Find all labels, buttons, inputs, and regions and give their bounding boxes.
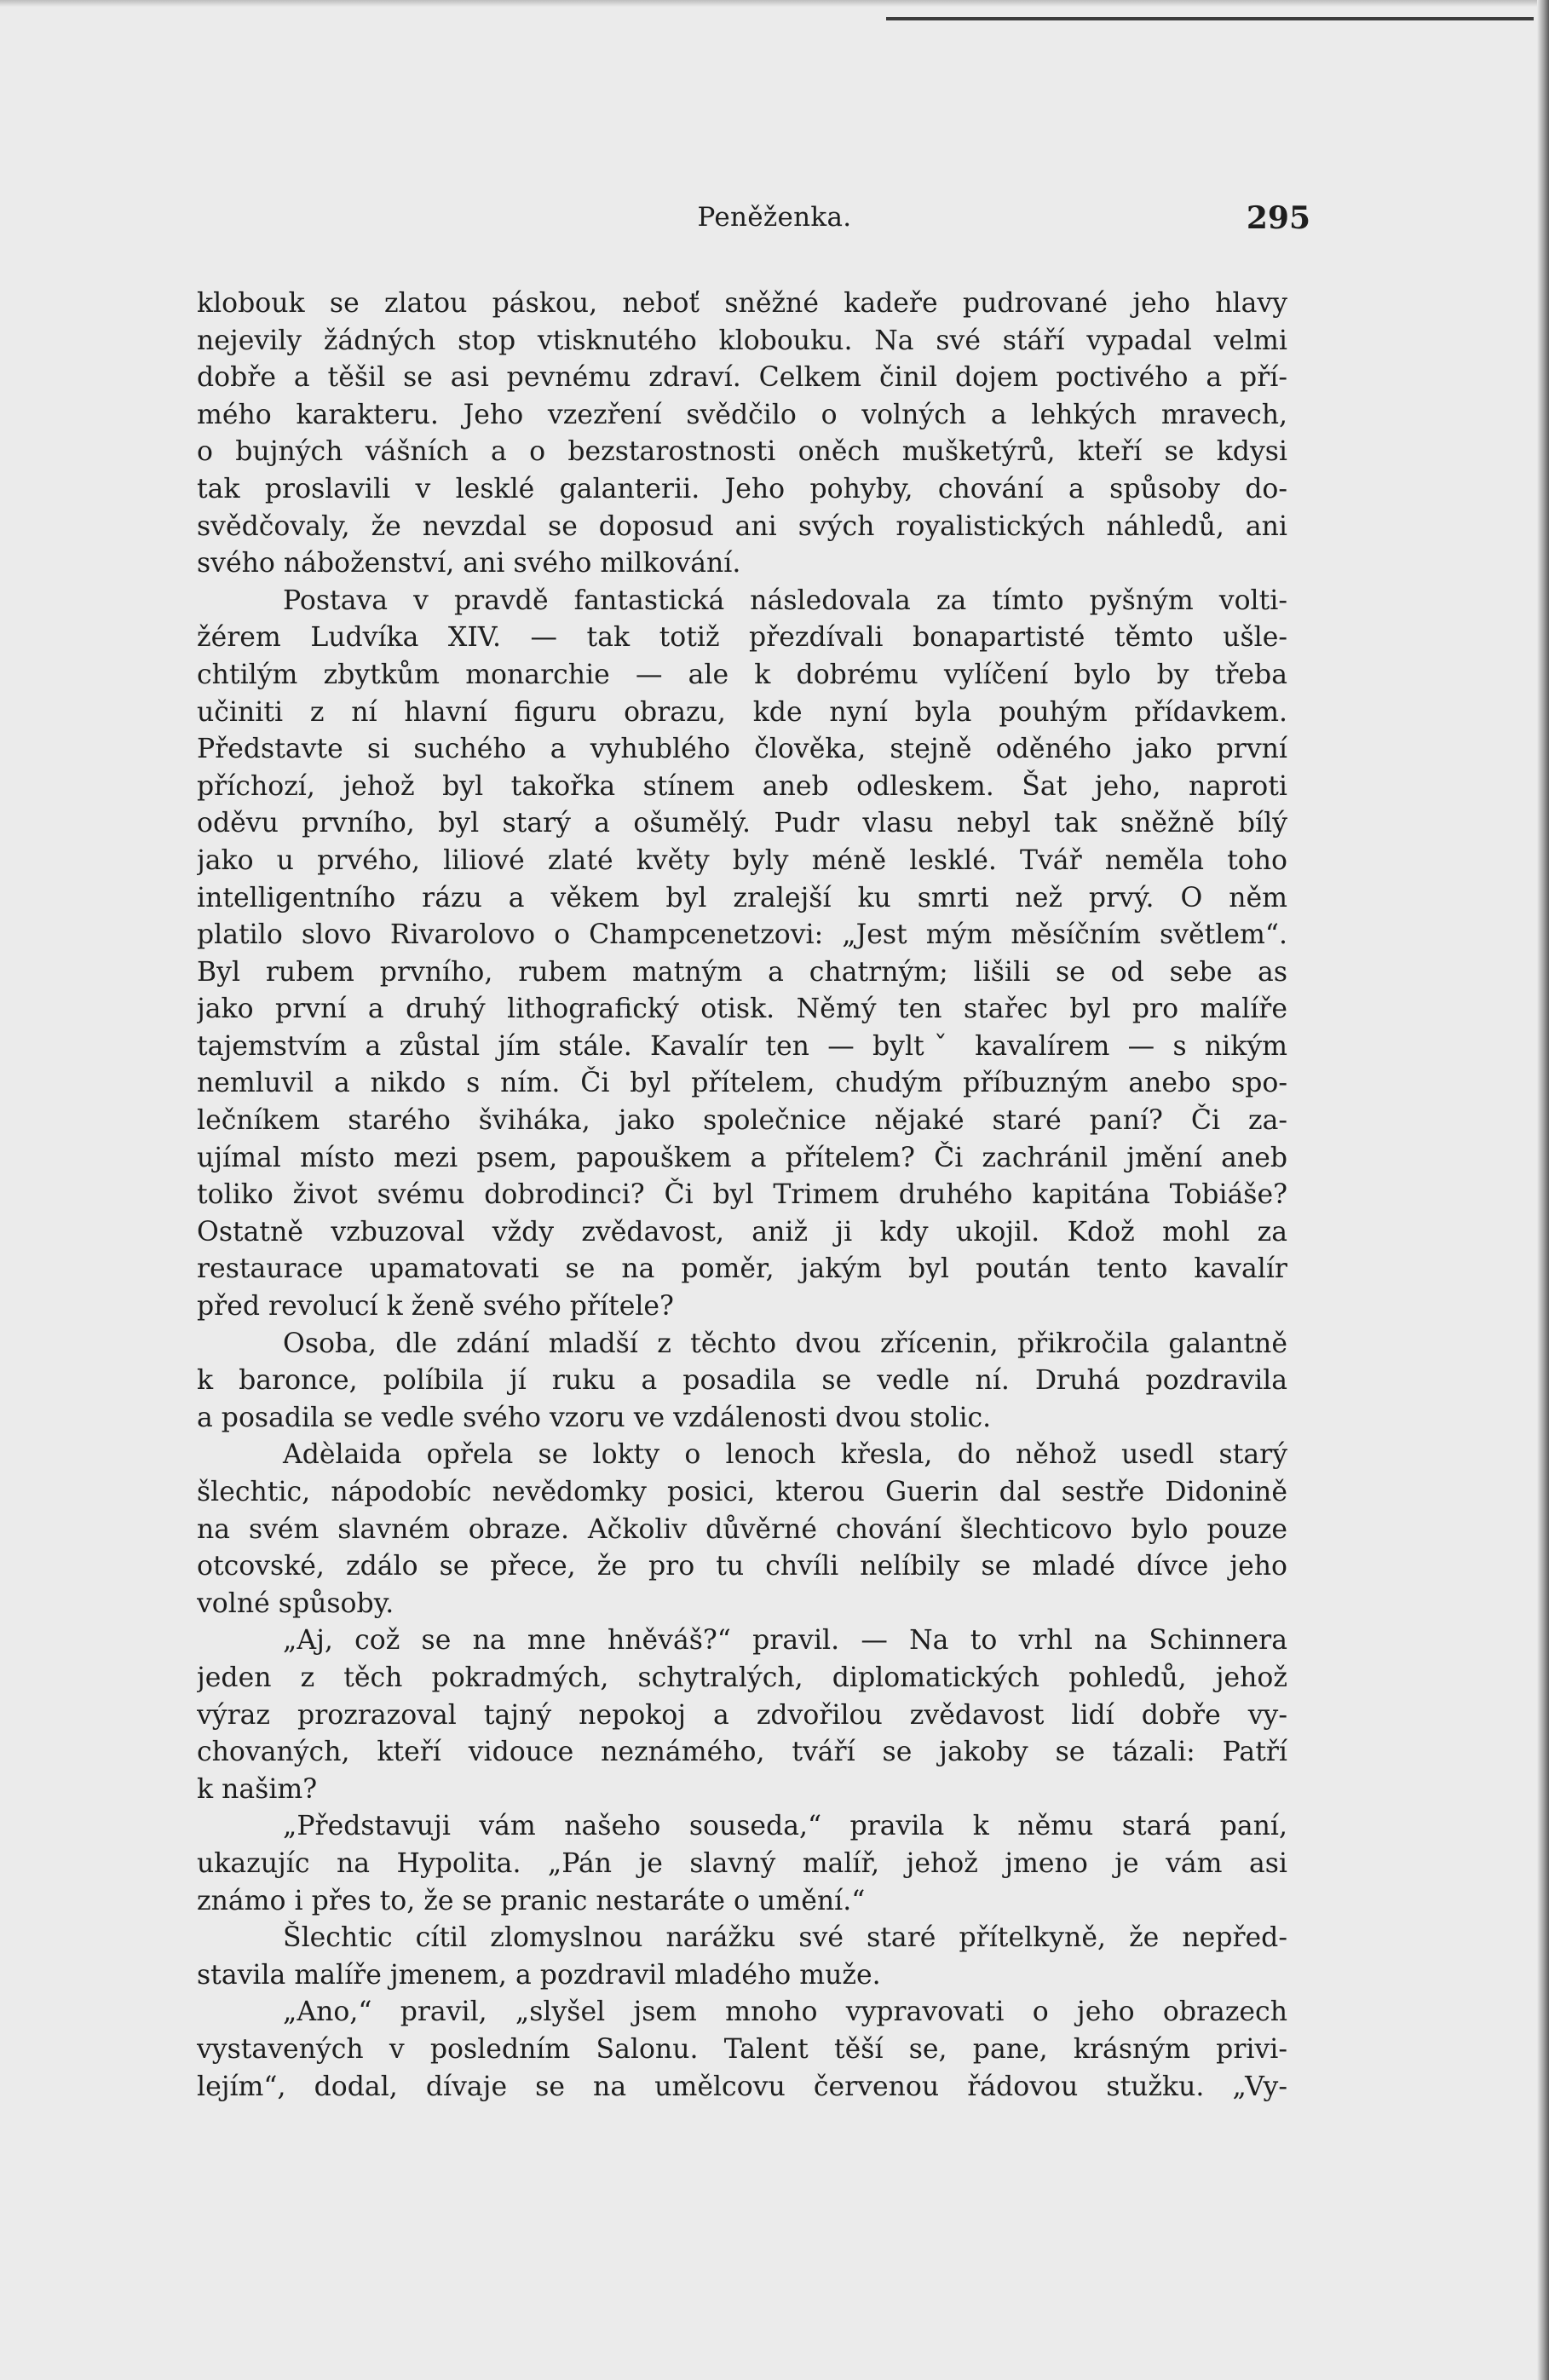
text-line: nemluvil a nikdo s ním. Či byl přítelem, chudým příbuzným anebo spo- — [197, 1068, 1287, 1099]
text-line: výraz prozrazoval tajný nepokoj a zdvořilou zvědavost lidí dobře vy- — [197, 1699, 1287, 1731]
text-line: oděvu prvního, byl starý a ošumělý. Pudr vlasu nebyl tak sněžně bílý — [197, 808, 1287, 839]
scan-rule-top — [886, 17, 1534, 20]
text-line: Adèlaida opřela se lokty o lenoch křesla, do něhož usedl starý — [283, 1439, 1287, 1471]
text-line: restaurace upamatovati se na poměr, jakým byl poután tento kavalír — [197, 1253, 1287, 1285]
body-text — [197, 285, 1287, 2106]
text-line: jeden z těch pokradmých, schytralých, diplomatických pohledů, jehož — [197, 1662, 1287, 1693]
text-line: tajemstvím a zůstal jím stále. Kavalír ten — byltˇ kavalírem — s nikým — [197, 1030, 1287, 1062]
text-line: svého náboženství, ani svého milkování. — [197, 548, 741, 579]
text-line: a posadila se vedle svého vzoru ve vzdálenosti dvou stolic. — [197, 1402, 992, 1433]
text-line: chovaných, kteří vidouce neznámého, tváří se jakoby se tázali: Patří — [197, 1737, 1287, 1768]
text-line: známo i přes to, že se pranic nestaráte o umění.“ — [197, 1885, 866, 1916]
text-line: platilo slovo Rivarolovo o Champcenetzovi: „Jest mým měsíčním světlem“. — [197, 919, 1287, 951]
text-line: Osoba, dle zdání mladší z těchto dvou zřícenin, přikročila galantně — [283, 1328, 1287, 1359]
text-line: svědčovaly, že nevzdal se doposud ani svých royalistických náhledů, ani — [197, 510, 1287, 542]
text-line: „Představuji vám našeho souseda,“ pravila k němu stará paní, — [283, 1811, 1287, 1842]
text-line: Postava v pravdě fantastická následovala za tímto pyšným volti- — [283, 585, 1287, 616]
text-line: na svém slavném obraze. Ačkoliv důvěrné chování šlechticovo bylo pouze — [197, 1513, 1287, 1545]
text-line: k našim? — [197, 1773, 318, 1805]
page-number: 295 — [1246, 200, 1310, 236]
text-line: „Ano,“ pravil, „slyšel jsem mnoho vypravovati o jeho obrazech — [283, 1997, 1287, 2028]
text-line: klobouk se zlatou páskou, neboť sněžné kadeře pudrované jeho hlavy — [197, 288, 1287, 319]
text-line: lejím“, dodal, dívaje se na umělcovu červenou řádovou stužku. „Vy- — [197, 2071, 1287, 2102]
text-line: Ostatně vzbuzoval vždy zvědavost, aniž ji kdy ukojil. Kdož mohl za — [197, 1216, 1287, 1248]
text-line: dobře a těšil se asi pevnému zdraví. Celkem činil dojem poctivého a pří- — [197, 362, 1287, 394]
text-line: otcovské, zdálo se přece, že pro tu chvíli nelíbily se mladé dívce jeho — [197, 1551, 1287, 1582]
scan-edge-right — [1537, 0, 1549, 2380]
text-line: ujímal místo mezi psem, papouškem a přítelem? Či zachránil jmění aneb — [197, 1142, 1287, 1173]
text-line: chtilým zbytkům monarchie — ale k dobrému vylíčení bylo by třeba — [197, 659, 1287, 690]
text-line: žérem Ludvíka XIV. — tak totiž přezdívali bonapartisté těmto ušle- — [197, 622, 1287, 654]
text-line: „Aj, což se na mne hněváš?“ pravil. — Na to vrhl na Schinnera — [283, 1625, 1287, 1657]
text-line: k baronce, políbila jí ruku a posadila se vedle ní. Druhá pozdravila — [197, 1365, 1287, 1397]
text-line: Představte si suchého a vyhublého člověka, stejně oděného jako první — [197, 734, 1287, 765]
text-line: toliko život svému dobrodinci? Či byl Trimem druhého kapitána Tobiáše? — [197, 1179, 1287, 1211]
text-line: jako u prvého, liliové zlaté květy byly méně lesklé. Tvář neměla toho — [197, 844, 1287, 876]
scan-edge-top — [0, 0, 1549, 7]
text-line: nejevily žádných stop vtisknutého klobouku. Na své stáří vypadal velmi — [197, 325, 1287, 356]
text-line: tak proslavili v lesklé galanterii. Jeho pohyby, chování a spůsoby do- — [197, 473, 1287, 504]
text-line: příchozí, jehož byl takořka stínem aneb odleskem. Šat jeho, naproti — [197, 770, 1287, 802]
text-line: intelligentního rázu a věkem byl zralejší ku smrti než prvý. O něm — [197, 882, 1287, 913]
text-line: Šlechtic cítil zlomyslnou narážku své staré přítelkyně, že nepřed- — [283, 1922, 1287, 1954]
text-line: mého karakteru. Jeho vzezření svědčilo o volných a lehkých mravech, — [197, 399, 1287, 430]
running-header-title: Peněženka. — [697, 202, 852, 233]
text-line: volné spůsoby. — [197, 1588, 394, 1619]
text-line: šlechtic, nápodobíc nevědomky posici, kterou Guerin dal sestře Didonině — [197, 1477, 1287, 1507]
text-line: jako první a druhý lithografický otisk. Němý ten stařec byl pro malíře — [197, 994, 1287, 1025]
text-line: ukazujíc na Hypolita. „Pán je slavný malíř, jehož jmeno je vám asi — [197, 1847, 1287, 1879]
text-line: Byl rubem prvního, rubem matným a chatrným; lišili se od sebe as — [197, 956, 1287, 988]
text-line: o bujných vášních a o bezstarostnosti oněch mušketýrů, kteří se kdysi — [197, 436, 1287, 468]
text-line: vystavených v posledním Salonu. Talent těší se, pane, krásným privi- — [197, 2033, 1287, 2065]
text-line: učiniti z ní hlavní figuru obrazu, kde nyní byla pouhým přídavkem. — [197, 696, 1287, 728]
text-line: před revolucí k ženě svého přítele? — [197, 1291, 674, 1323]
text-line: lečníkem starého šviháka, jako společnice nějaké staré paní? Či za- — [197, 1105, 1287, 1137]
text-line: stavila malíře jmenem, a pozdravil mladého muže. — [197, 1959, 881, 1991]
